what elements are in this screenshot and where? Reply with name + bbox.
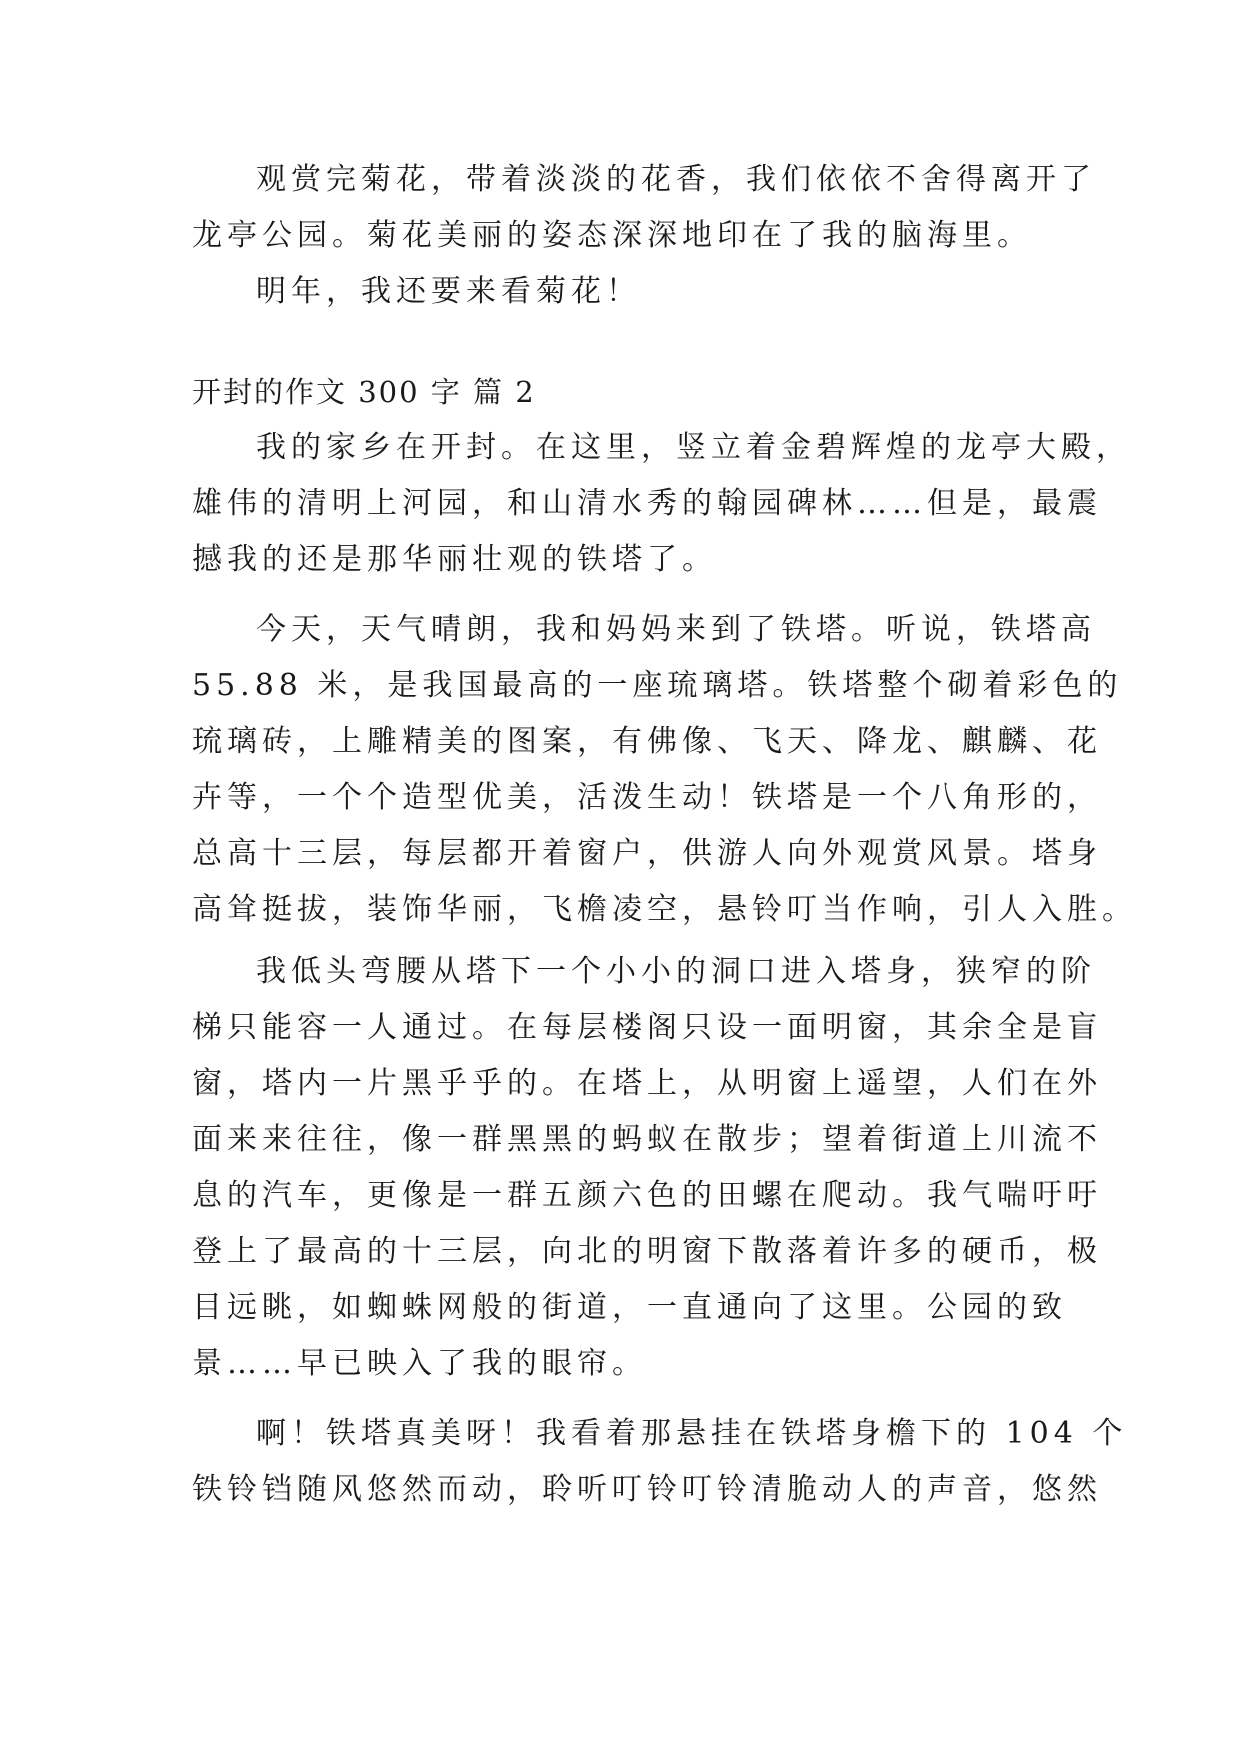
paragraph-line: 登上了最高的十三层，向北的明窗下散落着许多的硬币，极	[192, 1234, 1102, 1269]
paragraph-line: 观赏完菊花，带着淡淡的花香，我们依依不舍得离开了	[256, 162, 1096, 197]
paragraph-line: 目远眺，如蜘蛛网般的街道，一直通向了这里。公园的致	[192, 1290, 1067, 1325]
paragraph-line: 我低头弯腰从塔下一个小小的洞口进入塔身，狭窄的阶	[256, 954, 1096, 989]
paragraph-line: 龙亭公园。菊花美丽的姿态深深地印在了我的脑海里。	[192, 218, 1032, 253]
paragraph-line: 琉璃砖，上雕精美的图案，有佛像、飞天、降龙、麒麟、花	[192, 724, 1102, 759]
paragraph-line: 55.88 米，是我国最高的一座琉璃塔。铁塔整个砌着彩色的	[192, 668, 1123, 703]
paragraph-line: 撼我的还是那华丽壮观的铁塔了。	[192, 542, 717, 577]
paragraph-line: 面来来往往，像一群黑黑的蚂蚁在散步；望着街道上川流不	[192, 1122, 1102, 1157]
paragraph-line: 啊！铁塔真美呀！我看着那悬挂在铁塔身檐下的 104 个	[256, 1416, 1128, 1451]
paragraph-line: 总高十三层，每层都开着窗户，供游人向外观赏风景。塔身	[192, 836, 1102, 871]
paragraph-line: 明年，我还要来看菊花！	[256, 274, 641, 309]
paragraph-line: 息的汽车，更像是一群五颜六色的田螺在爬动。我气喘吁吁	[192, 1178, 1102, 1213]
paragraph-line: 我的家乡在开封。在这里，竖立着金碧辉煌的龙亭大殿，	[256, 430, 1131, 465]
paragraph-line: 雄伟的清明上河园，和山清水秀的翰园碑林……但是，最震	[192, 486, 1102, 521]
paragraph-line: 梯只能容一人通过。在每层楼阁只设一面明窗，其余全是盲	[192, 1010, 1102, 1045]
paragraph-line: 卉等，一个个造型优美，活泼生动！铁塔是一个八角形的，	[192, 780, 1102, 815]
paragraph-line: 今天，天气晴朗，我和妈妈来到了铁塔。听说，铁塔高	[256, 612, 1096, 647]
paragraph-line: 高耸挺拔，装饰华丽，飞檐凌空，悬铃叮当作响，引人入胜。	[192, 892, 1137, 927]
paragraph-line: 铁铃铛随风悠然而动，聆听叮铃叮铃清脆动人的声音，悠然	[192, 1472, 1102, 1507]
paragraph-line: 景……早已映入了我的眼帘。	[192, 1346, 647, 1381]
paragraph-line: 窗，塔内一片黑乎乎的。在塔上，从明窗上遥望，人们在外	[192, 1066, 1102, 1101]
section-heading: 开封的作文 300 字 篇 2	[192, 375, 536, 409]
